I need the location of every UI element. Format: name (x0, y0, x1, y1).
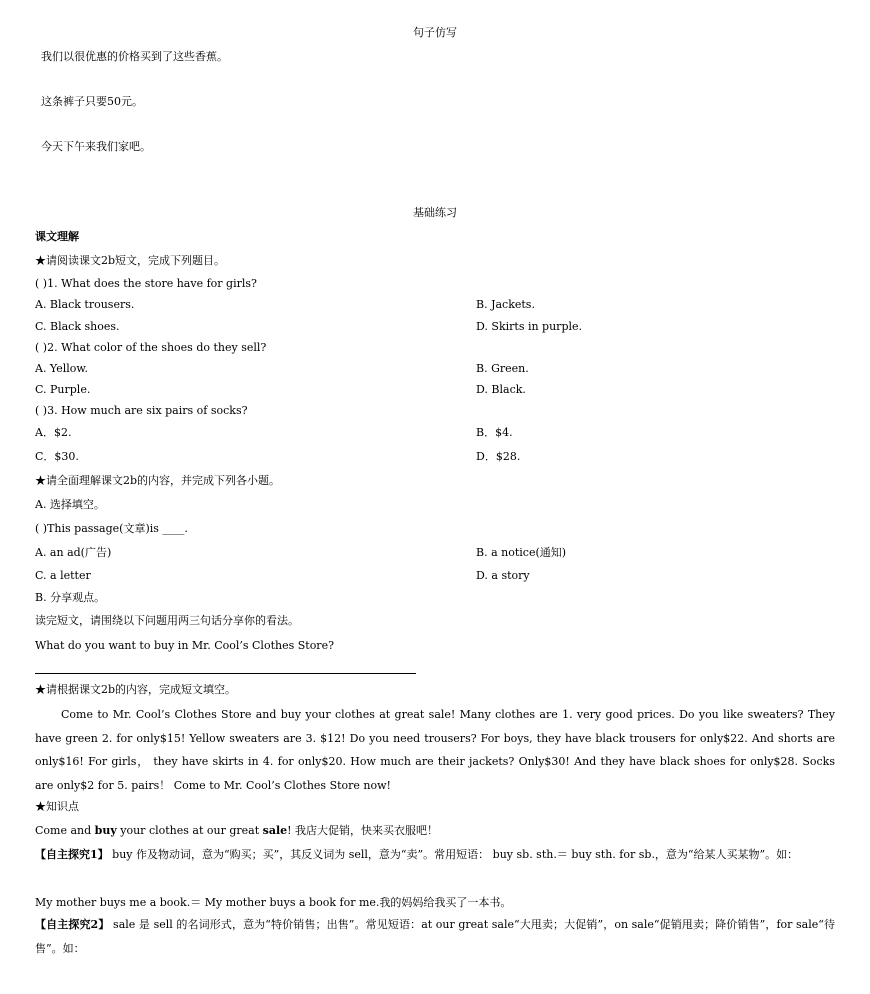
cloze-passage-text: Come to Mr. Cool’s Clothes Store and buy your clothes at great sale! Many clothes are 1. very good prices. Do you like sweaters? They have green 2. for only$15! Yellow sweaters are 3. $12! Do you need trousers? For boys, they have black trousers for only$22. And shorts are only$16! For girls， they have skirts in 4. for only$20. How much are their jackets? Only$30! And they have black shoes for only$28. Socks are only$2 for 5. pairs！ Come to Mr. Cool’s Clothes Store now! (35, 708, 835, 792)
explore-2-text: sale 是 sell 的名词形式，意为“特价销售；出售”。常见短语：at our great sale“大甩卖；大促销”，on sale“促销甩卖；降价销售”，for sale“待售”。如： (35, 918, 835, 955)
part-b-instruction: 读完短文，请围绕以下问题用两三句话分享你的看法。 (35, 614, 299, 627)
subtitle-text-comprehension: 课文理解 (35, 230, 79, 243)
question-3-option-c: C．$30. (35, 450, 79, 463)
question-3-stem: ( )3. How much are six pairs of socks? (35, 404, 248, 417)
question-1-option-d: D. Skirts in purple. (476, 320, 583, 333)
question-2-option-d: D. Black. (476, 383, 526, 396)
question-1-stem: ( )1. What does the store have for girls? (35, 277, 257, 290)
explore-1-label: 【自主探究1】 (35, 848, 109, 861)
part-b-question: What do you want to buy in Mr. Cool’s Clothes Store? (35, 639, 334, 652)
question-2-option-a: A. Yellow. (35, 362, 89, 375)
knowledge-sentence (35, 824, 438, 838)
question-1-option-a: A. Black trousers. (35, 298, 135, 311)
question-2-option-b: B. Green. (476, 362, 529, 375)
question-2-option-c: C. Purple. (35, 383, 91, 396)
knowledge-word-buy: buy (94, 824, 117, 837)
instruction-2: ★请全面理解课文2b的内容，并完成下列各小题。 (35, 474, 281, 487)
question-4-stem: ( )This passage(文章)is ____. (35, 522, 188, 535)
knowledge-sentence-pre: Come and (35, 824, 95, 837)
question-1-option-c: C. Black shoes. (35, 320, 120, 333)
explore-2-label: 【自主探究2】 (35, 918, 110, 931)
explore-2 (35, 913, 835, 960)
sentence-1: 我们以很优惠的价格买到了这些香蕉。 (41, 50, 228, 63)
part-b-heading: B. 分享观点。 (35, 591, 106, 604)
sentence-2: 这条裤子只要50元。 (41, 95, 143, 108)
question-2-stem: ( )2. What color of the shoes do they sell? (35, 341, 267, 354)
answer-line (35, 673, 416, 674)
question-3-option-b: B．$4. (476, 426, 513, 439)
question-3-option-a: A．$2. (35, 426, 72, 439)
example-1: My mother buys me a book.＝ My mother buys a book for me.我的妈妈给我买了一本书。 (35, 896, 512, 909)
part-a-heading: A. 选择填空。 (35, 498, 105, 511)
knowledge-sentence-post: ! 我店大促销，快来买衣服吧！ (287, 824, 439, 837)
cloze-passage (35, 703, 835, 797)
knowledge-sentence-mid: your clothes at our great (116, 824, 263, 837)
instruction-1: ★请阅读课文2b短文，完成下列题目。 (35, 254, 226, 267)
section-title-basic-practice: 基础练习 (413, 206, 457, 219)
section-title-sentence-imitation: 句子仿写 (413, 26, 457, 39)
question-4-option-b: B. a notice(通知) (476, 546, 567, 559)
knowledge-heading: ★知识点 (35, 800, 79, 813)
question-1-option-b: B. Jackets. (476, 298, 535, 311)
question-4-option-a: A. an ad(广告) (35, 546, 112, 559)
explore-1 (35, 843, 835, 867)
question-4-option-c: C. a letter (35, 569, 91, 582)
instruction-3: ★请根据课文2b的内容，完成短文填空。 (35, 683, 237, 696)
knowledge-word-sale: sale (262, 824, 288, 837)
explore-1-text: buy 作及物动词，意为“购买；买”，其反义词为 sell，意为“卖”。常用短语： buy sb. sth.＝ buy sth. for sb.，意为“给某人买某物”。如： (108, 848, 799, 861)
sentence-3: 今天下午来我们家吧。 (41, 140, 151, 153)
question-4-option-d: D. a story (476, 569, 530, 582)
question-3-option-d: D．$28. (476, 450, 521, 463)
